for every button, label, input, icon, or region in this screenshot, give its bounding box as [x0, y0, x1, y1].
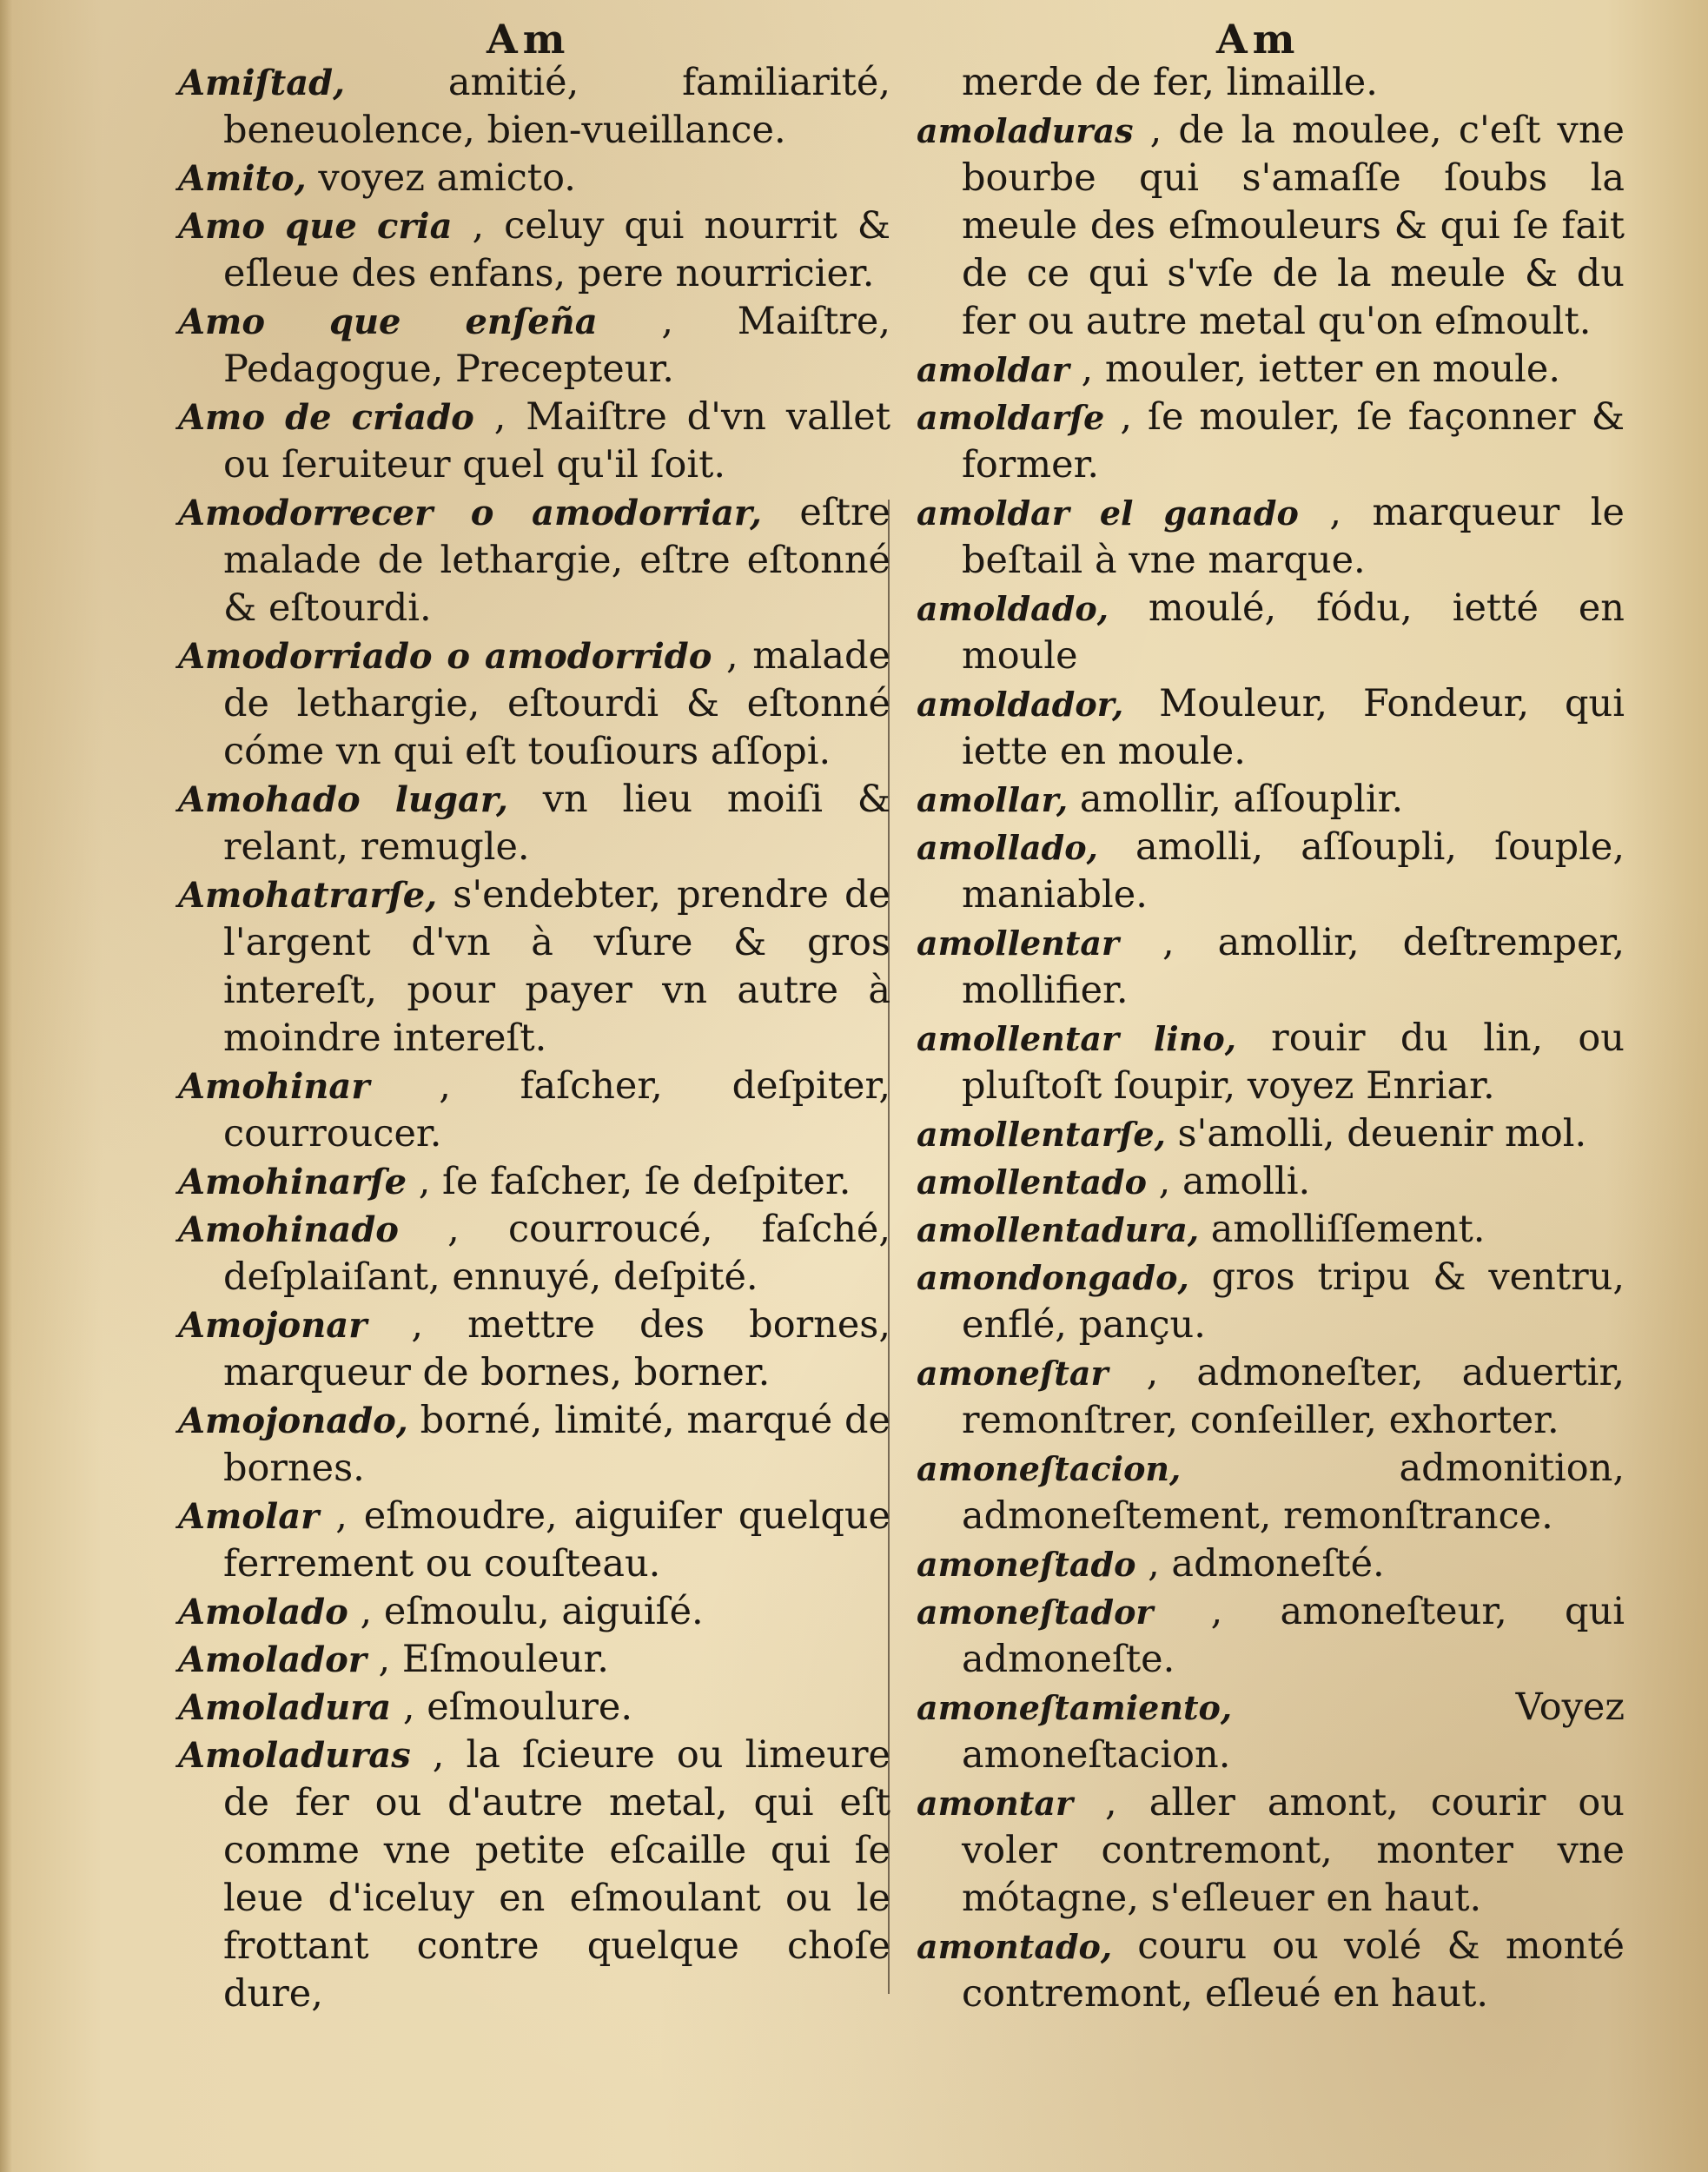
dictionary-entry — [917, 1445, 1625, 1540]
entry-definition: rouir du lin, ou pluſtoſt ſoupir, voyez Enriar. — [962, 1016, 1625, 1108]
dictionary-entry — [917, 1779, 1625, 1923]
entry-headword: Amojonar — [178, 1305, 367, 1346]
running-header-right: Am — [1216, 16, 1301, 63]
entry-headword: amollado, — [917, 828, 1098, 867]
dictionary-entry — [178, 1636, 890, 1684]
left-column — [178, 59, 890, 2018]
dictionary-entry — [917, 1349, 1625, 1445]
entry-headword: amoldarſe — [917, 398, 1105, 437]
dictionary-entry — [917, 1588, 1625, 1684]
dictionary-entry — [178, 202, 890, 298]
entry-headword: amollentarſe, — [917, 1115, 1166, 1154]
entry-definition: , la ſcieure ou limeure de fer ou d'autre metal, qui eſt comme vne petite eſcaille qui ſe leue d'iceluy en eſmoulant ou le frottant contre quelque choſe dure, — [223, 1733, 890, 2016]
dictionary-entry — [917, 1158, 1625, 1206]
dictionary-entry — [178, 59, 890, 155]
entry-headword: amoldar el ganado — [917, 493, 1299, 533]
entry-headword: amoneſtacion, — [917, 1449, 1182, 1488]
dictionary-entry — [917, 1540, 1625, 1588]
entry-headword: amollentado — [917, 1162, 1147, 1202]
entry-headword: Amo de criado — [178, 397, 474, 438]
entry-headword: amoldar — [917, 350, 1069, 389]
entry-definition: , mettre des bornes, marqueur de bornes, borner. — [223, 1303, 891, 1394]
entry-definition: , admoneſté. — [1148, 1542, 1385, 1586]
entry-headword: Amohinado — [178, 1209, 399, 1250]
entry-headword: Amohatrarſe, — [178, 875, 438, 916]
entry-definition: , celuy qui nourrit & eſleue des enfans, pere nourricier. — [223, 204, 891, 295]
entry-definition: borné, limité, marqué de bornes. — [223, 1399, 890, 1490]
entry-definition: , amollir, deſtremper, mollifier. — [962, 921, 1625, 1012]
entry-headword: Amodorriado o amodorrido — [178, 636, 712, 677]
dictionary-entry — [178, 632, 890, 776]
entry-headword: amoladuras — [917, 111, 1134, 150]
entry-headword: Amolar — [178, 1496, 320, 1537]
entry-headword: Amo que cria — [178, 206, 453, 247]
entry-definition: , eſmoulu, aiguiſé. — [360, 1590, 704, 1633]
dictionary-entry — [178, 155, 890, 202]
entry-definition: , courroucé, faſché, deſplaiſant, ennuyé, deſpité. — [223, 1208, 891, 1299]
entry-headword: amoneſtado — [917, 1545, 1136, 1584]
entry-definition: amitié, familiarité, beneuolence, bien-vueillance. — [223, 61, 891, 152]
entry-headword: amollentadura, — [917, 1210, 1200, 1249]
dictionary-entry — [178, 1493, 890, 1588]
dictionary-entry — [178, 1206, 890, 1301]
entry-headword: Amohado lugar, — [178, 779, 508, 820]
entry-definition: , faſcher, deſpiter, courroucer. — [223, 1064, 891, 1156]
entry-definition: voyez amicto. — [318, 156, 576, 200]
entry-definition: , Maiſtre d'vn vallet ou ſeruiteur quel qu'il ſoit. — [223, 395, 890, 487]
running-header-left: Am — [487, 16, 571, 63]
dictionary-entry — [178, 1301, 890, 1397]
entry-definition: gros tripu & ventru, enflé, pançu. — [962, 1255, 1625, 1347]
entry-headword: Amojonado, — [178, 1401, 408, 1441]
entry-headword: amoneſtador — [917, 1593, 1154, 1632]
dictionary-entry — [917, 489, 1625, 585]
entry-definition: Voyez amoneſtacion. — [962, 1685, 1625, 1777]
entry-definition: Mouleur, Fondeur, qui iette en moule. — [962, 682, 1625, 773]
dictionary-entry — [178, 871, 890, 1063]
right-column — [917, 59, 1625, 2018]
entry-definition: s'amolli, deuenir mol. — [1177, 1112, 1587, 1156]
entry-headword: Amo que enſeña — [178, 301, 598, 342]
entry-headword: amoneſtamiento, — [917, 1688, 1233, 1727]
dictionary-entry — [178, 394, 890, 489]
entry-definition: s'endebter, prendre de l'argent d'vn à vſure & gros intereſt, pour payer vn autre à moindre intereſt. — [223, 873, 890, 1060]
entry-headword: Amoladura — [178, 1687, 392, 1728]
entry-headword: amollentar lino, — [917, 1019, 1236, 1058]
dictionary-entry — [917, 1684, 1625, 1779]
entry-headword: amollar, — [917, 780, 1069, 819]
entry-definition: , eſmoudre, aiguiſer quelque ferrement ou couſteau. — [223, 1494, 890, 1586]
entry-definition: eſtre malade de lethargie, eſtre eſtonné & eſtourdi. — [223, 491, 890, 630]
entry-definition: , amolli. — [1158, 1160, 1311, 1203]
entry-headword: Amolado — [178, 1592, 348, 1632]
entry-headword: amontado, — [917, 1927, 1113, 1966]
entry-definition: , malade de lethargie, eſtourdi & eſtonné cóme vn qui eſt touſiours aſſopi. — [223, 634, 891, 773]
entry-definition: amolliſſement. — [1210, 1208, 1486, 1251]
entry-definition: , eſmoulure. — [402, 1685, 633, 1729]
entry-definition: admonition, admoneſtement, remonſtrance. — [962, 1447, 1625, 1538]
dictionary-entry — [178, 1158, 890, 1206]
dictionary-entry — [917, 680, 1625, 776]
entry-headword: Amiſtad, — [178, 63, 346, 103]
dictionary-entry — [917, 585, 1625, 680]
entry-definition: , marqueur le beſtail à vne marque. — [962, 491, 1625, 582]
dictionary-entry — [178, 1063, 890, 1158]
dictionary-entry — [917, 919, 1625, 1015]
entry-headword: amondongado, — [917, 1258, 1189, 1297]
dictionary-entry — [178, 1397, 890, 1493]
entry-definition: , Maiſtre, Pedagogue, Precepteur. — [223, 300, 890, 391]
entry-definition: , amoneſteur, qui admoneſte. — [962, 1590, 1625, 1681]
entry-definition: , Eſmouleur. — [378, 1638, 609, 1681]
entry-definition: , de la moulee, c'eſt vne bourbe qui s'amaſſe ſoubs la meule des eſmouleurs & qui ſe fait de ce qui s'vſe de la meule & du fer ou autre metal qu'on eſmoult. — [962, 109, 1625, 343]
entry-definition: couru ou volé & monté contremont, eſleué en haut. — [962, 1924, 1625, 2016]
dictionary-entry — [917, 1254, 1625, 1349]
entry-headword: amontar — [917, 1784, 1073, 1823]
dictionary-entry — [178, 1684, 890, 1732]
page-edge-shadow — [0, 0, 12, 2172]
dictionary-entry — [917, 394, 1625, 489]
dictionary-entry — [917, 107, 1625, 346]
dictionary-entry — [917, 1923, 1625, 2018]
entry-definition: vn lieu moiſi & relant, remugle. — [223, 778, 891, 869]
entry-headword: amoldado, — [917, 589, 1109, 628]
entry-definition: , ſe faſcher, ſe deſpiter. — [418, 1160, 851, 1203]
dictionary-entry — [917, 1110, 1625, 1158]
dictionary-entry — [917, 346, 1625, 394]
dictionary-entry — [178, 1732, 890, 2018]
entry-headword: Amodorrecer o amodorriar, — [178, 493, 762, 533]
entry-headword: amollentar — [917, 924, 1120, 963]
dictionary-entry — [178, 776, 890, 871]
dictionary-entry — [178, 489, 890, 632]
entry-definition: , mouler, ietter en moule. — [1081, 348, 1561, 391]
entry-headword: Amohinarſe — [178, 1162, 407, 1202]
entry-headword: amoneſtar — [917, 1354, 1109, 1393]
dictionary-entry — [178, 298, 890, 394]
entry-definition: amollir, aſſouplir. — [1079, 778, 1404, 821]
entry-headword: Amolador — [178, 1639, 367, 1680]
dictionary-entry — [917, 824, 1625, 919]
entry-headword: amoldador, — [917, 685, 1124, 724]
entry-definition: amolli, aſſoupli, ſouple, maniable. — [962, 825, 1625, 917]
entry-headword: Amito, — [178, 158, 307, 199]
entry-definition: , ſe mouler, ſe façonner & former. — [962, 395, 1625, 487]
entry-definition: , admoneſter, aduertir, remonſtrer, conſeiller, exhorter. — [962, 1351, 1625, 1442]
entry-definition: moulé, fódu, ietté en moule — [962, 586, 1625, 678]
continuation-line: merde de fer, limaille. — [962, 61, 1378, 104]
dictionary-entry — [917, 1015, 1625, 1110]
dictionary-entry — [917, 1206, 1625, 1254]
entry-headword: Amoladuras — [178, 1735, 411, 1776]
entry-headword: Amohinar — [178, 1066, 370, 1107]
dictionary-entry — [178, 1588, 890, 1636]
entry-definition: , aller amont, courir ou voler contremont, monter vne mótagne, s'eſleuer en haut. — [962, 1781, 1625, 1920]
dictionary-entry — [917, 776, 1625, 824]
